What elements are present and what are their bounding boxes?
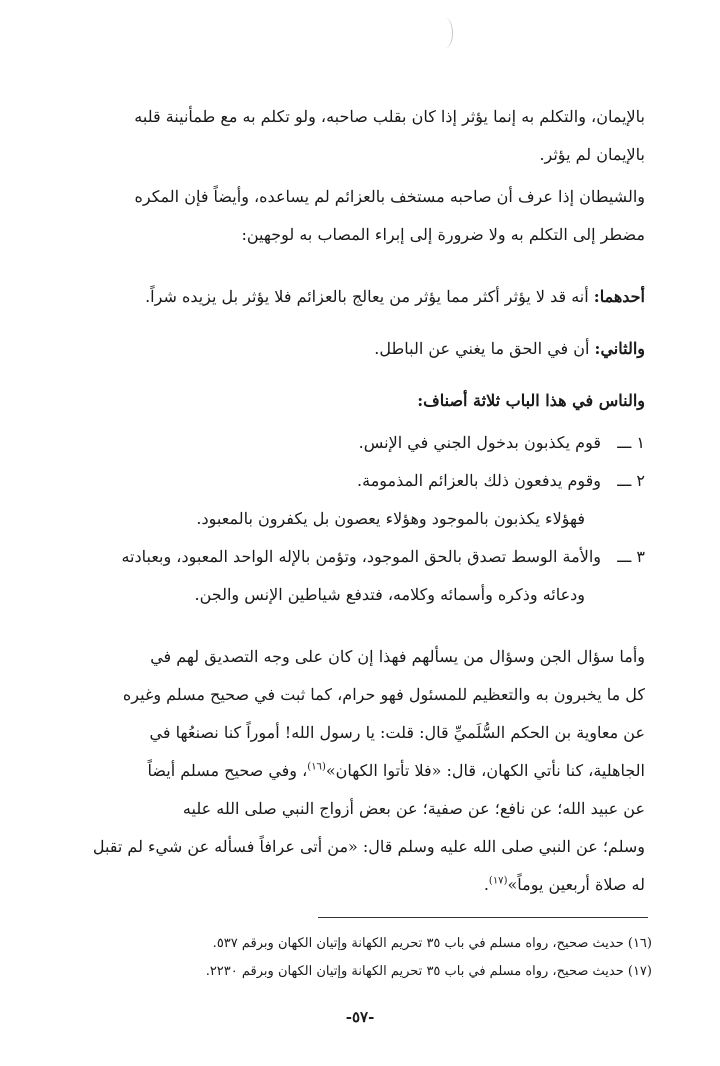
last-para-line: عن معاوية بن الحكم السُّلَميِّ قال: قلت: يا رسول الله! أموراً كنا نصنعُها في <box>149 723 645 742</box>
second-reason <box>92 330 645 368</box>
second-reason-text: أن في الحق ما يغني عن الباطل. <box>374 339 590 358</box>
item-two-note: فهؤلاء يكذبون بالموجود وهؤلاء يعصون بل يكفرون بالمعبود. <box>196 509 585 528</box>
item-number: ٢ ـــ <box>617 471 645 490</box>
last-para-line <box>92 752 645 790</box>
footnotes <box>92 930 652 986</box>
p2-line2: مضطر إلى التكلم به ولا ضرورة إلى إبراء المصاب به لوجهين: <box>241 225 645 244</box>
footnote-ref-16[interactable]: (١٦) <box>307 761 326 773</box>
list-item <box>92 424 645 462</box>
text-run: الجاهلية، كنا نأتي الكهان، قال: «فلا تأتوا الكهان» <box>325 761 645 780</box>
item-number: ١ ـــ <box>617 433 645 452</box>
footnote-17: (١٧) حديث صحيح، رواه مسلم في باب ٣٥ تحريم الكهانة وإتيان الكهان وبرقم ٢٢٣٠. <box>205 964 652 979</box>
p1-line1: بالإيمان، والتكلم به إنما يؤثر إذا كان بقلب صاحبه، ولو تكلم به مع طمأنينة قلبه <box>134 107 645 126</box>
item-text: قوم يكذبون بدخول الجني في الإنس. <box>358 433 601 452</box>
footnote-divider <box>318 917 648 918</box>
p2-line1: والشيطان إذا عرف أن صاحبه مستخف بالعزائم لم يساعده، وأيضاً فإن المكره <box>134 187 645 206</box>
text-run: . <box>483 875 489 894</box>
item-text: والأمة الوسط تصدق بالحق الموجود، وتؤمن بالإله الواحد المعبود، وبعبادته <box>121 547 601 566</box>
list-item <box>92 538 645 576</box>
second-reason-head: والثاني: <box>594 339 645 358</box>
text-run: ، وفي صحيح مسلم أيضاً <box>147 761 308 780</box>
footnote-16: (١٦) حديث صحيح، رواه مسلم في باب ٣٥ تحريم الكهانة وإتيان الكهان وبرقم ٥٣٧. <box>212 936 652 951</box>
list-item <box>92 462 645 500</box>
last-para-line <box>92 866 645 904</box>
item-number: ٣ ـــ <box>617 547 645 566</box>
first-reason <box>92 278 645 316</box>
last-para-line: كل ما يخبرون به والتعظيم للمسئول فهو حرام، كما ثبت في صحيح مسلم وغيره <box>122 685 645 704</box>
last-para-line: عن عبيد الله؛ عن نافع؛ عن صفية؛ عن بعض أزواج النبي صلى الله عليه <box>182 799 645 818</box>
last-para-line: وأما سؤال الجن وسؤال من يسألهم فهذا إن كان على وجه التصديق لهم في <box>150 647 645 666</box>
last-para-line: وسلم؛ عن النبي صلى الله عليه وسلم قال: «من أتى عرافاً فسأله عن شيء لم تقبل <box>92 837 645 856</box>
footnote-ref-17[interactable]: (١٧) <box>488 875 508 887</box>
main-text <box>92 98 645 904</box>
scan-mark <box>438 18 453 48</box>
first-reason-text: أنه قد لا يؤثر أكثر مما يؤثر من يعالج بالعزائم فلا يؤثر بل يزيده شراً. <box>145 287 589 306</box>
page-number: -٥٧- <box>345 1008 375 1026</box>
text-run: له صلاة أربعين يوماً» <box>507 875 645 894</box>
p1-line2: بالإيمان لم يؤثر. <box>539 145 645 164</box>
first-reason-head: أحدهما: <box>593 287 645 306</box>
people-heading: والناس في هذا الباب ثلاثة أصناف: <box>417 391 645 410</box>
item-three-cont: ودعائه وذكره وأسمائه وكلامه، فتدفع شياطين الإنس والجن. <box>194 585 585 604</box>
item-text: وقوم يدفعون ذلك بالعزائم المذمومة. <box>357 471 601 490</box>
